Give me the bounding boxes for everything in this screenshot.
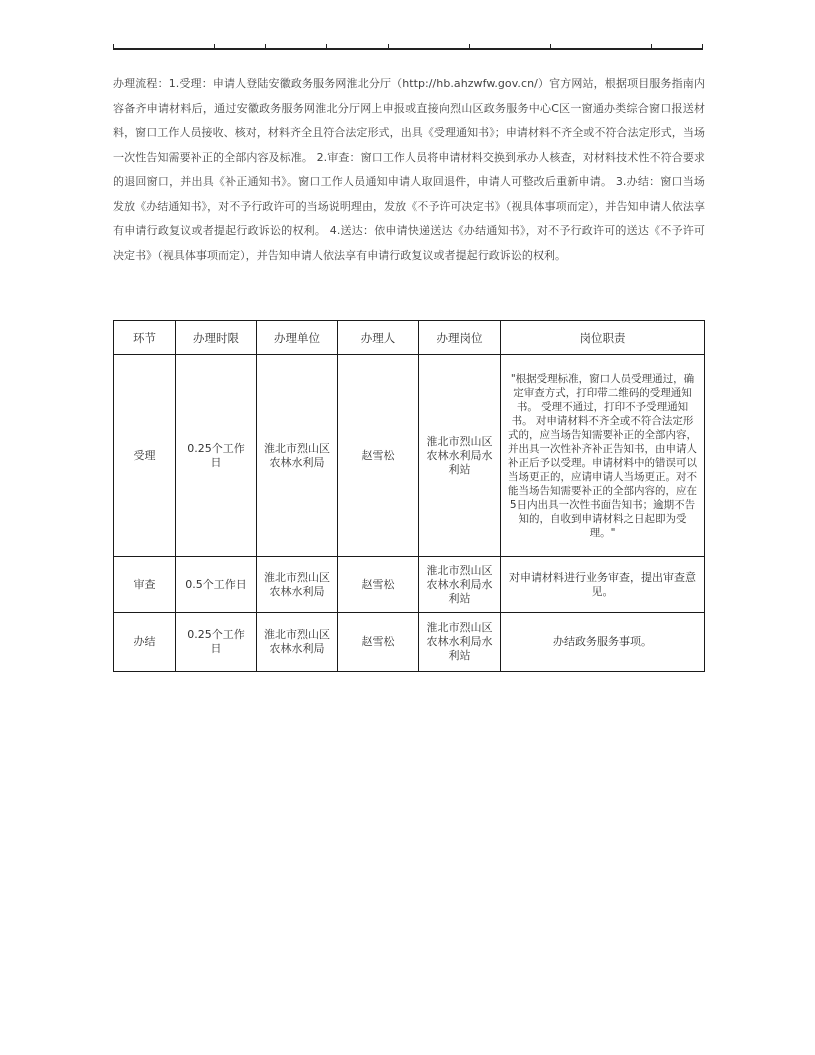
header-stage: 环节 <box>114 321 176 355</box>
top-table-tick <box>388 44 389 50</box>
cell-stage: 受理 <box>114 355 176 557</box>
table-header-row <box>114 321 705 355</box>
header-unit: 办理单位 <box>257 321 338 355</box>
header-post: 办理岗位 <box>419 321 501 355</box>
header-time-limit: 办理时限 <box>176 321 257 355</box>
top-table-tick <box>113 44 114 50</box>
cell-stage: 审查 <box>114 557 176 613</box>
top-table-tick <box>651 44 652 50</box>
top-table-tick <box>469 44 470 50</box>
top-table-border <box>113 48 703 50</box>
cell-stage: 办结 <box>114 613 176 672</box>
cell-time-limit: 0.25个工作日 <box>176 613 257 672</box>
top-table-tick <box>265 44 266 50</box>
cell-unit: 淮北市烈山区农林水利局 <box>257 557 338 613</box>
cell-duty: "根据受理标准，窗口人员受理通过，确定审查方式，打印带二维码的受理通知书。 受理不通过，打印不予受理通知书。 对申请材料不齐全或不符合法定形式的，应当场告知需要补正的全部内容，并出具一次性补齐补正告知书，由申请人补正后予以受理。申请材料中的错误可以当场更正的，应请申请人当场更正。对不能当场告知需要补正的全部内容的，应在5日内出具一次性书面告知书；逾期不告知的，自收到申请材料之日起即为受理。" <box>501 355 705 557</box>
cell-post: 淮北市烈山区农林水利局水利站 <box>419 557 501 613</box>
process-table <box>113 320 705 672</box>
cell-post: 淮北市烈山区农林水利局水利站 <box>419 613 501 672</box>
header-handler: 办理人 <box>338 321 419 355</box>
process-description: 办理流程：1.受理：申请人登陆安徽政务服务网淮北分厅（http://hb.ahzwfw.gov.cn/）官方网站，根据项目服务指南内容备齐申请材料后，通过安徽政务服务网淮北分厅网上申报或直接向烈山区政务服务中心C区一窗通办类综合窗口报送材料，窗口工作人员接收、核对，材料齐全且符合法定形式，出具《受理通知书》；申请材料不齐全或不符合法定形式，当场一次性告知需要补正的全部内容及标准。 2.审查：窗口工作人员将申请材料交换到承办人核查，对材料技术性不符合要求的退回窗口，并出具《补正通知书》。窗口工作人员通知申请人取回退件，申请人可整改后重新申请。 3.办结：窗口当场发放《办结通知书》，对不予行政许可的当场说明理由，发放《不予许可决定书》（视具体事项而定），并告知申请人依法享有申请行政复议或者提起行政诉讼的权利。 4.送达：依申请快递送达《办结通知书》，对不予行政许可的送达《不予许可决定书》（视具体事项而定），并告知申请人依法享有申请行政复议或者提起行政诉讼的权利。 <box>113 77 705 262</box>
cell-duty: 对申请材料进行业务审查，提出审查意见。 <box>501 557 705 613</box>
cell-unit: 淮北市烈山区农林水利局 <box>257 355 338 557</box>
table-row <box>114 613 705 672</box>
top-table-tick <box>326 44 327 50</box>
cell-handler: 赵雪松 <box>338 613 419 672</box>
cell-time-limit: 0.5个工作日 <box>176 557 257 613</box>
top-table-tick <box>550 44 551 50</box>
header-duty: 岗位职责 <box>501 321 705 355</box>
cell-unit: 淮北市烈山区农林水利局 <box>257 613 338 672</box>
cell-handler: 赵雪松 <box>338 557 419 613</box>
cell-time-limit: 0.25个工作日 <box>176 355 257 557</box>
cell-handler: 赵雪松 <box>338 355 419 557</box>
top-table-tick <box>214 44 215 50</box>
table-row <box>114 557 705 613</box>
top-table-tick <box>702 44 703 50</box>
table-row <box>114 355 705 557</box>
cell-post: 淮北市烈山区农林水利局水利站 <box>419 355 501 557</box>
cell-duty: 办结政务服务事项。 <box>501 613 705 672</box>
